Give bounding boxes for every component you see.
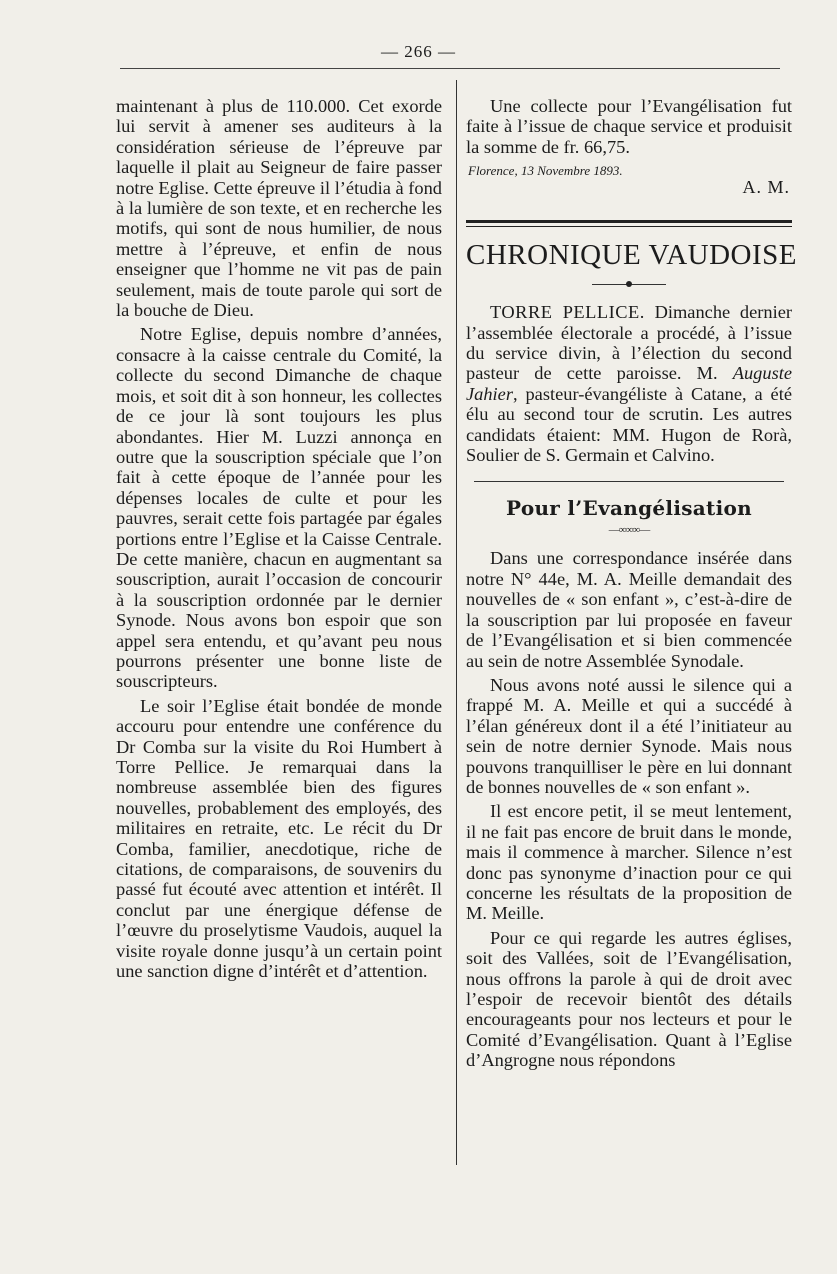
paragraph-conference: Le soir l’Eglise était bondée de monde accouru pour entendre une conférence du Dr Comba sur la visite du Roi Humbert à Torre Pellice. Je remarquai dans la nombreuse assemblée bien des figures nouvelles, probablement des employés, des militaires en retraite, etc. Le récit du Dr Comba, familier, anecdotique, riche de citations, de comparaisons, de souvenirs du passé fut écouté avec attention et intérêt. Il conclut par une énergique défense de l’œuvre du proselytisme Vaudois, auquel la visite royale donne jusqu’à un certain point une sanction digne d’intérêt et d’attention. bbox=[116, 695, 442, 982]
column-divider bbox=[456, 80, 457, 1165]
signature: A. M. bbox=[742, 177, 790, 198]
paragraph-collecte-evangelisation: Une collecte pour l’Evangélisation fut faite à l’issue de chaque service et produisit la somme de fr. 66,75. bbox=[466, 96, 792, 157]
section-title: CHRONIQUE VAUDOISE bbox=[466, 239, 797, 272]
paragraph-torre-pellice bbox=[466, 302, 792, 465]
place-name: TORRE PELLICE. bbox=[490, 302, 645, 323]
section-double-rule bbox=[466, 220, 792, 227]
right-column bbox=[466, 96, 797, 1075]
subsection-rule bbox=[474, 481, 784, 482]
ornament-divider: —∞∞∞— bbox=[608, 524, 650, 537]
paragraph-encore-petit: Il est encore petit, il se meut lentement, il ne fait pas encore de bruit dans le monde, mais il commence à marcher. Silence n’est donc pas synonyme d’inaction pour ce qui concerne les résultats de la proposition de M. Meille. bbox=[466, 801, 792, 924]
chronique-text-b: , pasteur-évangéliste à Catane, a été élu au second tour de scrutin. Les autres candidats étaient: MM. Hugon de Rorà, Soulier de S. Germain et Calvino. bbox=[466, 383, 792, 466]
paragraph-correspondance: Dans une correspondance insérée dans notre N° 44e, M. A. Meille demandait des nouvelles de « son enfant », c’est-à-dire de la souscription par lui proposée en faveur de l’Evangélisation et si bien commencée au sein de notre Assemblée Synodale. bbox=[466, 548, 792, 671]
header-rule bbox=[120, 68, 780, 69]
paragraph-autres-eglises: Pour ce qui regarde les autres églises, soit des Vallées, soit de l’Evangélisation, nous offrons la parole à qui de droit avec l’espoir de recevoir bientôt des détails encourageants pour nos lecteurs et pour le Comité d’Evangélisation. Quant à l’Eglise d’Angrogne nous répondons bbox=[466, 927, 792, 1071]
chronique-text-a: Dimanche dernier l’assemblée électorale a procédé, à l’issue du service divin, à l’élection du second pasteur de cette paroisse. M. bbox=[466, 302, 793, 384]
dateline: Florence, 13 Novembre 1893. bbox=[468, 163, 623, 179]
person-name: Auguste Jahier bbox=[466, 363, 792, 404]
subheading: Pour l’Evangélisation bbox=[506, 496, 752, 521]
page-number: — 266 — bbox=[381, 42, 456, 61]
left-column bbox=[116, 96, 442, 985]
paragraph-silence: Nous avons noté aussi le silence qui a frappé M. A. Meille et qui a succédé à l’élan généreux dont il a été l’initiateur au sein de notre dernier Synode. Mais nous pouvons tranquilliser le père en lui donnant de bonnes nouvelles de « son enfant ». bbox=[466, 674, 792, 797]
paragraph-collecte: Notre Eglise, depuis nombre d’années, consacre à la caisse centrale du Comité, la collecte du second Dimanche de chaque mois, et soit dit à son honneur, les collectes de ce jour là sont toujours les plus abondantes. Hier M. Luzzi annonça en outre que la souscription spéciale que l’on fait à cette époque de l’année pour les dépenses locales de culte et pour les pauvres, serait cette fois partagée par égales portions entre l’Eglise et la Caisse Centrale. De cette manière, chacun en augmentant sa souscription, aurait l’occasion de concourir à la souscription ordonnée par le dernier Synode. Nous avons bon espoir que son appel sera entendu, et qu’avant peu nous pourrons présenter une bonne liste de souscripteurs. bbox=[116, 324, 442, 692]
dot-rule-divider bbox=[592, 280, 666, 288]
paragraph-sermon-continuation: maintenant à plus de 110.000. Cet exorde lui servit à amener ses auditeurs à la considération sérieuse de l’épreuve par laquelle il plait au Seigneur de faire passer notre Eglise. Cette épreuve il l’étudia à fond à la lumière de son texte, et en recherche les motifs, qui sont de nous humilier, de nous mettre à l’épreuve, et enfin de nous enseigner que l’homme ne vit pas de pain seulement, mais de toute parole qui sort de la bouche de Dieu. bbox=[116, 96, 442, 321]
